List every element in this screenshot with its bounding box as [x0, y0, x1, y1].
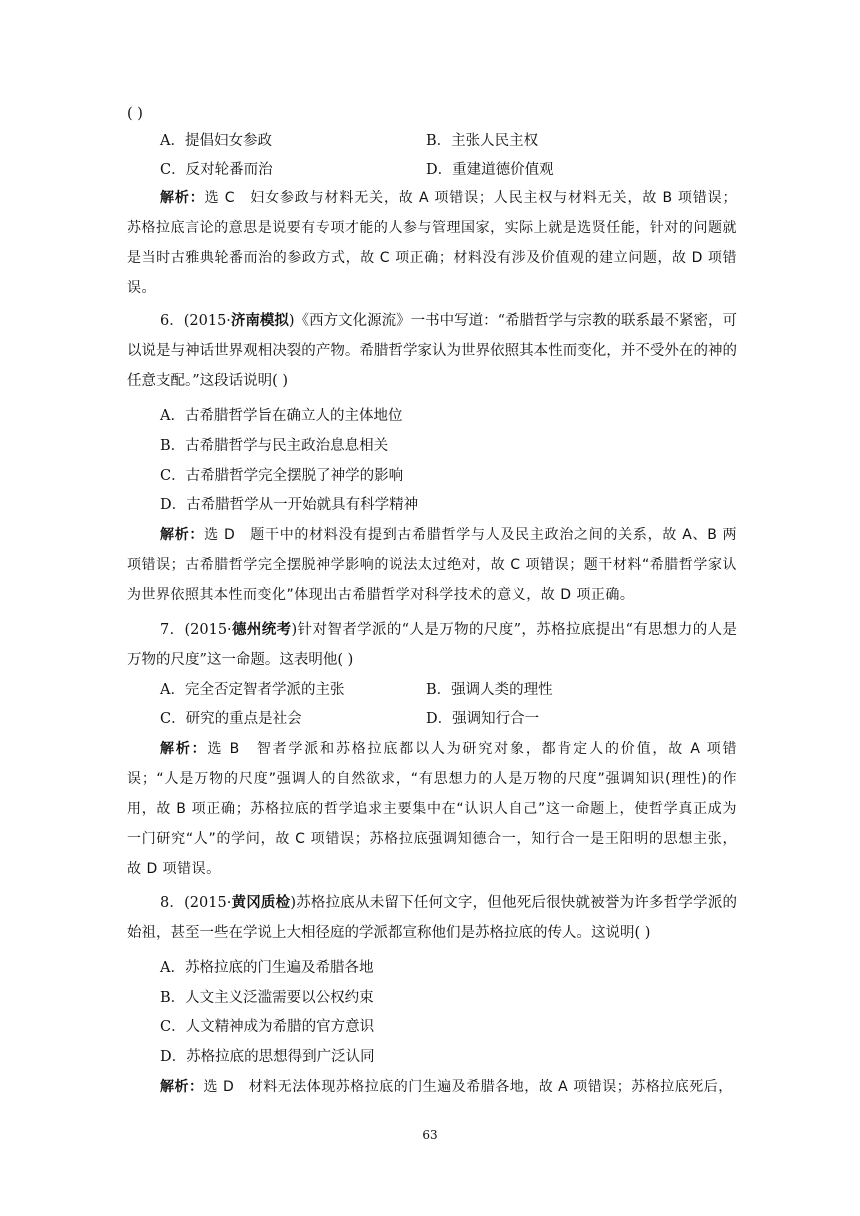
- q5-analysis: 解析：选 C 妇女参政与材料无关，故 A 项错误；人民主权与材料无关，故 B 项错误；苏格拉底言论的意思是说要有专项才能的人参与管理国家，实际上就是选贤任能，针对的问题就是当时古雅典轮番而治的参政方式，故 C 项正确；材料没有涉及价值观的建立问题，故 D 项错误。: [127, 190, 737, 296]
- q5-option-d: D．重建道德价值观: [426, 162, 554, 178]
- q7-option-d: D．强调知行合一: [426, 711, 540, 727]
- q5-option-b: B．主张人民主权: [426, 133, 539, 149]
- q7-option-b: B．强调人类的理性: [426, 682, 553, 698]
- q5-option-c: C．反对轮番而治: [160, 162, 273, 178]
- q8-option-c: C．人文精神成为希腊的官方意识: [160, 1019, 375, 1035]
- q8-option-b: B．人文主义泛滥需要以公权约束: [160, 990, 374, 1006]
- q5-option-a: A．提倡妇女参政: [160, 133, 272, 149]
- q6-option-c: C．古希腊哲学完全摆脱了神学的影响: [160, 468, 404, 484]
- q7-option-c: C．研究的重点是社会: [160, 711, 302, 727]
- q6-option-d: D．古希腊哲学从一开始就具有科学精神: [160, 497, 419, 513]
- q6-analysis: 解析：选 D 题干中的材料没有提到古希腊哲学与人及民主政治之间的关系，故 A、B 两项错误；古希腊哲学完全摆脱神学影响的说法太过绝对，故 C 项错误；题干材料“希腊哲学家认为世界依照其本性而变化”体现出古希腊哲学对科学技术的意义，故 D 项正确。: [127, 527, 738, 603]
- q7-option-a: A．完全否定智者学派的主张: [160, 682, 345, 698]
- q8-option-d: D．苏格拉底的思想得到广泛认同: [160, 1049, 375, 1065]
- q7-analysis: 解析：选 B 智者学派和苏格拉底都以人为研究对象，都肯定人的价值，故 A 项错误；“人是万物的尺度”强调人的自然欲求，“有思想力的人是万物的尺度”强调知识(理性)的作用，故 B 项正确；苏格拉底的哲学追求主要集中在“认识人自己”这一命题上，使哲学真正成为一门研究“人”的学问，故 C 项错误；苏格拉底强调知德合一，知行合一是王阳明的思想主张，故 D 项错误。: [127, 741, 738, 877]
- page-number: 63: [422, 1128, 438, 1142]
- q7-stem: 7．(2015·德州统考)针对智者学派的“人是万物的尺度”，苏格拉底提出“有思想力的人是万物的尺度”这一命题。这表明他( ): [127, 621, 738, 668]
- q8-analysis: 解析：选 D 材料无法体现苏格拉底的门生遍及希腊各地，故 A 项错误；苏格拉底死后，: [160, 1079, 733, 1095]
- q8-option-a: A．苏格拉底的门生遍及希腊各地: [160, 960, 374, 976]
- q5-answer-blank: ( ): [127, 106, 143, 122]
- q6-stem: 6．(2015·济南模拟)《西方文化源流》一书中写道：“希腊哲学与宗教的联系最不紧密，可以说是与神话世界观相决裂的产物。希腊哲学家认为世界依照其本性而变化，并不受外在的神的任意支配。”这段话说明( ): [127, 312, 737, 389]
- q6-option-b: B．古希腊哲学与民主政治息息相关: [160, 438, 389, 454]
- q6-option-a: A．古希腊哲学旨在确立人的主体地位: [160, 408, 403, 424]
- q8-stem: 8．(2015·黄冈质检)苏格拉底从未留下任何文字，但他死后很快就被誉为许多哲学学派的始祖，甚至一些在学说上大相径庭的学派都宣称他们是苏格拉底的传人。这说明( ): [127, 894, 738, 941]
